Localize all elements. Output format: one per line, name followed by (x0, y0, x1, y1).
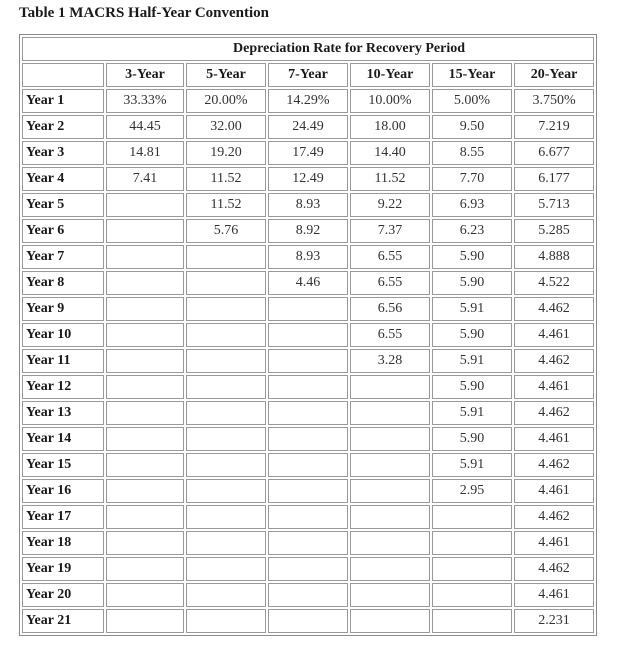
rate-cell: 14.81 (106, 141, 184, 165)
rate-cell (268, 531, 348, 555)
rate-cell (268, 505, 348, 529)
table-row (22, 271, 594, 295)
table-row (22, 323, 594, 347)
rate-cell: 11.52 (350, 167, 430, 191)
rate-cell: 7.41 (106, 167, 184, 191)
rate-cell (186, 531, 266, 555)
rate-cell: 5.91 (432, 453, 512, 477)
rate-cell: 5.90 (432, 271, 512, 295)
rate-cell (186, 557, 266, 581)
row-label: Year 8 (22, 271, 104, 295)
rate-cell: 5.90 (432, 245, 512, 269)
rate-cell: 14.40 (350, 141, 430, 165)
rate-cell (350, 609, 430, 633)
rate-cell: 5.00% (432, 89, 512, 113)
column-header-20-year: 20-Year (514, 63, 594, 87)
rate-cell (186, 427, 266, 451)
rate-cell: 33.33% (106, 89, 184, 113)
rate-cell (186, 323, 266, 347)
rate-cell (268, 609, 348, 633)
table-row (22, 89, 594, 113)
table-row (22, 453, 594, 477)
table-row (22, 245, 594, 269)
rate-cell (432, 505, 512, 529)
table-row (22, 115, 594, 139)
rate-cell (106, 245, 184, 269)
table-row (22, 375, 594, 399)
rate-cell: 5.285 (514, 219, 594, 243)
rate-cell (432, 531, 512, 555)
rate-cell (350, 531, 430, 555)
rate-cell: 4.462 (514, 401, 594, 425)
row-label: Year 2 (22, 115, 104, 139)
row-label: Year 3 (22, 141, 104, 165)
row-label: Year 4 (22, 167, 104, 191)
table-row (22, 401, 594, 425)
header-corner (22, 37, 594, 61)
rate-cell (106, 609, 184, 633)
rate-cell (186, 479, 266, 503)
rate-cell: 4.46 (268, 271, 348, 295)
table-row (22, 557, 594, 581)
rate-cell: 6.55 (350, 323, 430, 347)
rate-cell (350, 505, 430, 529)
rate-cell (106, 401, 184, 425)
rate-cell: 4.462 (514, 349, 594, 373)
rate-cell: 24.49 (268, 115, 348, 139)
rate-cell: 10.00% (350, 89, 430, 113)
rate-cell (106, 427, 184, 451)
rate-cell (186, 583, 266, 607)
rate-cell (186, 609, 266, 633)
rate-cell: 4.462 (514, 453, 594, 477)
rate-cell: 3.28 (350, 349, 430, 373)
rate-cell: 8.93 (268, 245, 348, 269)
rate-cell (186, 349, 266, 373)
rate-cell: 6.55 (350, 245, 430, 269)
rate-cell (432, 583, 512, 607)
rate-cell: 2.231 (514, 609, 594, 633)
table-header (22, 37, 594, 87)
rate-cell (432, 557, 512, 581)
table-row (22, 349, 594, 373)
row-label: Year 20 (22, 583, 104, 607)
row-label: Year 17 (22, 505, 104, 529)
rate-cell: 44.45 (106, 115, 184, 139)
rate-cell: 4.522 (514, 271, 594, 295)
super-header-row (22, 37, 594, 61)
rate-cell: 5.91 (432, 349, 512, 373)
row-label: Year 19 (22, 557, 104, 581)
rate-cell: 4.461 (514, 375, 594, 399)
table-body (22, 89, 594, 633)
rate-cell (350, 557, 430, 581)
rate-cell: 5.91 (432, 297, 512, 321)
row-label: Year 13 (22, 401, 104, 425)
rate-cell (106, 349, 184, 373)
rate-cell: 5.90 (432, 427, 512, 451)
rate-cell (268, 479, 348, 503)
rate-cell (268, 453, 348, 477)
rate-cell: 4.461 (514, 531, 594, 555)
rate-cell (268, 583, 348, 607)
rate-cell (186, 401, 266, 425)
rate-cell: 6.55 (350, 271, 430, 295)
rate-cell: 14.29% (268, 89, 348, 113)
rate-cell (106, 479, 184, 503)
rate-cell: 4.461 (514, 479, 594, 503)
rate-cell (186, 245, 266, 269)
rate-cell: 6.677 (514, 141, 594, 165)
rate-cell (268, 323, 348, 347)
rate-cell: 5.90 (432, 375, 512, 399)
rate-cell (350, 375, 430, 399)
rate-cell (106, 375, 184, 399)
rate-cell: 4.462 (514, 505, 594, 529)
row-label: Year 15 (22, 453, 104, 477)
rate-cell: 18.00 (350, 115, 430, 139)
rate-cell (432, 609, 512, 633)
rate-cell (350, 453, 430, 477)
rate-cell (106, 505, 184, 529)
row-label: Year 16 (22, 479, 104, 503)
rate-cell: 11.52 (186, 193, 266, 217)
row-label: Year 9 (22, 297, 104, 321)
rate-cell: 5.91 (432, 401, 512, 425)
rate-cell: 5.90 (432, 323, 512, 347)
rate-cell (350, 479, 430, 503)
row-label-header (22, 63, 104, 87)
table-row (22, 531, 594, 555)
table-row (22, 583, 594, 607)
rate-cell (350, 583, 430, 607)
column-header-3-year: 3-Year (106, 63, 184, 87)
rate-cell: 4.888 (514, 245, 594, 269)
table-row (22, 297, 594, 321)
rate-cell (268, 557, 348, 581)
rate-cell (350, 401, 430, 425)
rate-cell (268, 427, 348, 451)
rate-cell: 7.219 (514, 115, 594, 139)
rate-cell: 12.49 (268, 167, 348, 191)
rate-cell (106, 297, 184, 321)
rate-cell: 8.92 (268, 219, 348, 243)
row-label: Year 12 (22, 375, 104, 399)
rate-cell (106, 323, 184, 347)
rate-cell (106, 583, 184, 607)
column-header-7-year: 7-Year (268, 63, 348, 87)
rate-cell: 17.49 (268, 141, 348, 165)
rate-cell (106, 453, 184, 477)
table-row (22, 609, 594, 633)
rate-cell: 5.713 (514, 193, 594, 217)
table-row (22, 427, 594, 451)
rate-cell: 4.461 (514, 427, 594, 451)
rate-cell (350, 427, 430, 451)
rate-cell: 4.462 (514, 557, 594, 581)
rate-cell (106, 271, 184, 295)
rate-cell: 9.50 (432, 115, 512, 139)
super-header: Depreciation Rate for Recovery Period (233, 41, 466, 56)
row-label: Year 1 (22, 89, 104, 113)
macrs-table (19, 34, 597, 636)
rate-cell: 6.23 (432, 219, 512, 243)
rate-cell: 20.00% (186, 89, 266, 113)
rate-cell (186, 453, 266, 477)
rate-cell: 7.70 (432, 167, 512, 191)
table-row (22, 193, 594, 217)
rate-cell: 32.00 (186, 115, 266, 139)
rate-cell (268, 349, 348, 373)
table-row (22, 505, 594, 529)
rate-cell: 4.461 (514, 323, 594, 347)
table-caption: Table 1 MACRS Half-Year Convention (19, 5, 270, 21)
rate-cell (268, 297, 348, 321)
table-row (22, 141, 594, 165)
rate-cell: 2.95 (432, 479, 512, 503)
row-label: Year 14 (22, 427, 104, 451)
rate-cell: 19.20 (186, 141, 266, 165)
table-row (22, 219, 594, 243)
rate-cell: 6.56 (350, 297, 430, 321)
row-label: Year 21 (22, 609, 104, 633)
row-label: Year 5 (22, 193, 104, 217)
rate-cell (106, 219, 184, 243)
rate-cell: 9.22 (350, 193, 430, 217)
rate-cell: 8.55 (432, 141, 512, 165)
rate-cell (106, 193, 184, 217)
rate-cell (186, 271, 266, 295)
rate-cell (186, 505, 266, 529)
rate-cell: 8.93 (268, 193, 348, 217)
rate-cell (268, 401, 348, 425)
rate-cell (106, 531, 184, 555)
row-label: Year 7 (22, 245, 104, 269)
rate-cell: 6.93 (432, 193, 512, 217)
rate-cell: 3.750% (514, 89, 594, 113)
column-header-10-year: 10-Year (350, 63, 430, 87)
rate-cell: 4.461 (514, 583, 594, 607)
rate-cell (268, 375, 348, 399)
table-row (22, 479, 594, 503)
rate-cell: 6.177 (514, 167, 594, 191)
rate-cell (186, 297, 266, 321)
row-label: Year 18 (22, 531, 104, 555)
rate-cell (186, 375, 266, 399)
table-row (22, 167, 594, 191)
rate-cell: 5.76 (186, 219, 266, 243)
rate-cell: 11.52 (186, 167, 266, 191)
column-header-row (22, 63, 594, 87)
row-label: Year 6 (22, 219, 104, 243)
row-label: Year 10 (22, 323, 104, 347)
row-label: Year 11 (22, 349, 104, 373)
rate-cell (106, 557, 184, 581)
rate-cell: 7.37 (350, 219, 430, 243)
column-header-5-year: 5-Year (186, 63, 266, 87)
rate-cell: 4.462 (514, 297, 594, 321)
column-header-15-year: 15-Year (432, 63, 512, 87)
